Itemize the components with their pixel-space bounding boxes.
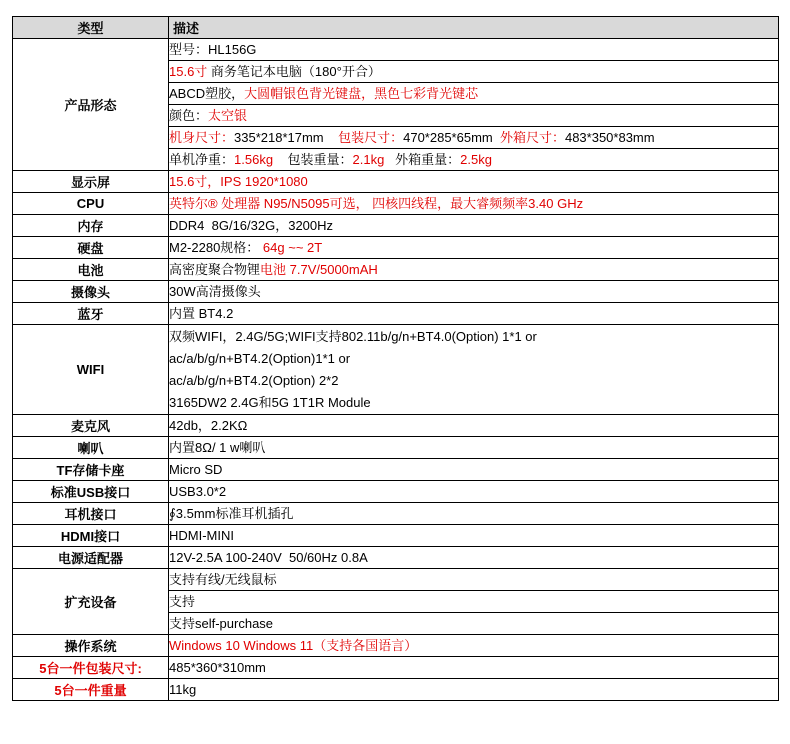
table-row	[13, 635, 779, 657]
header-description: 描述	[169, 17, 779, 39]
row-description	[169, 303, 779, 325]
text-segment: 42db，2.2KΩ	[169, 417, 248, 433]
row-description	[169, 657, 779, 679]
text-segment: 高密度聚合物锂	[169, 261, 261, 277]
table-row	[13, 237, 779, 259]
table-row	[13, 657, 779, 679]
row-description	[169, 281, 779, 303]
row-description	[169, 259, 779, 281]
row-type-label: 扩充设备	[13, 569, 169, 635]
table-row	[13, 679, 779, 701]
text-segment: 包装尺寸：	[338, 129, 404, 145]
row-description	[169, 525, 779, 547]
table-row	[13, 459, 779, 481]
row-description	[169, 325, 779, 415]
text-segment: DDR4 8G/16/32G，3200Hz	[169, 217, 334, 233]
row-description	[169, 149, 779, 171]
text-segment: 470*285*65mm	[403, 129, 500, 145]
header-type: 类型	[13, 17, 169, 39]
table-row	[13, 193, 779, 215]
row-type-label: CPU	[13, 193, 169, 215]
text-segment: ac/a/b/g/n+BT4.2(Option) 2*2	[169, 372, 339, 388]
table-row	[13, 437, 779, 459]
row-description	[169, 105, 779, 127]
row-type-label: 麦克风	[13, 415, 169, 437]
table-row	[13, 481, 779, 503]
row-type-label: 显示屏	[13, 171, 169, 193]
text-segment: USB3.0*2	[169, 483, 227, 499]
text-segment: 双频WIFI，2.4G/5G;WIFI支持802.11b/g/n+BT4.0(Option) 1*1 or	[169, 328, 537, 344]
table-row	[13, 171, 779, 193]
table-row	[13, 525, 779, 547]
row-type-label: 电源适配器	[13, 547, 169, 569]
spec-table	[12, 16, 779, 701]
text-segment: 支持self-purchase	[169, 615, 274, 631]
text-segment: 包装重量：	[273, 151, 353, 167]
text-segment: 机身尺寸：	[169, 129, 235, 145]
row-type-label: 内存	[13, 215, 169, 237]
text-segment: 外箱重量：	[384, 151, 461, 167]
row-description	[169, 481, 779, 503]
row-type-label: 硬盘	[13, 237, 169, 259]
row-description	[169, 193, 779, 215]
row-description	[169, 215, 779, 237]
row-type-label: 5台一件包装尺寸:	[13, 657, 169, 679]
text-segment: M2-2280规格：	[169, 239, 260, 255]
text-segment: 大圆帽银色背光键盘，黑色七彩背光键芯	[244, 85, 479, 101]
row-description	[169, 415, 779, 437]
row-description	[169, 437, 779, 459]
table-row	[13, 215, 779, 237]
table-row	[13, 39, 779, 61]
description-line	[169, 348, 778, 370]
row-description	[169, 61, 779, 83]
text-segment: 15.6寸，IPS 1920*1080	[169, 173, 308, 189]
text-segment: 3165DW2 2.4G和5G 1T1R Module	[169, 394, 371, 410]
row-type-label: 产品形态	[13, 39, 169, 171]
table-row	[13, 415, 779, 437]
table-row	[13, 303, 779, 325]
text-segment: 11kg	[169, 681, 197, 697]
row-type-label: 蓝牙	[13, 303, 169, 325]
text-segment: 30W高清摄像头	[169, 283, 261, 299]
row-type-label: 操作系统	[13, 635, 169, 657]
text-segment: 型号：HL156G	[169, 41, 257, 57]
row-type-label: 电池	[13, 259, 169, 281]
row-description	[169, 569, 779, 591]
row-description	[169, 591, 779, 613]
text-segment: Windows 10 Windows 11（支持各国语言）	[169, 637, 418, 653]
header-row	[13, 17, 779, 39]
text-segment: 335*218*17mm	[234, 129, 339, 145]
row-description	[169, 171, 779, 193]
text-segment: 2.1kg	[352, 151, 385, 167]
text-segment: ac/a/b/g/n+BT4.2(Option)1*1 or	[169, 350, 351, 366]
row-type-label: HDMI接口	[13, 525, 169, 547]
row-type-label: 5台一件重量	[13, 679, 169, 701]
row-description	[169, 635, 779, 657]
text-segment: 颜色：	[169, 107, 209, 123]
text-segment: 1.56kg	[234, 151, 274, 167]
text-segment: 483*350*83mm	[564, 129, 655, 145]
row-type-label: 摄像头	[13, 281, 169, 303]
row-description	[169, 237, 779, 259]
row-type-label: TF存储卡座	[13, 459, 169, 481]
text-segment: 英特尔® 处理器 N95/N5095可选， 四核四线程，最大睿频频率3.40 GHz	[169, 195, 584, 211]
row-description	[169, 679, 779, 701]
text-segment: 电池 7.7V/5000mAH	[260, 261, 378, 277]
description-line	[169, 370, 778, 392]
text-segment: 485*360*310mm	[169, 659, 266, 675]
table-row	[13, 569, 779, 591]
table-row	[13, 281, 779, 303]
text-segment: HDMI-MINI	[169, 527, 234, 543]
row-type-label: 喇叭	[13, 437, 169, 459]
row-description	[169, 39, 779, 61]
text-segment: ABCD塑胶，	[169, 85, 245, 101]
text-segment: 15.6寸	[169, 63, 208, 79]
row-description	[169, 127, 779, 149]
text-segment: 支持有线/无线鼠标	[169, 571, 277, 587]
description-line	[169, 326, 778, 348]
text-segment: Micro SD	[169, 461, 223, 477]
text-segment: 内置8Ω/ 1 w喇叭	[169, 439, 266, 455]
row-description	[169, 459, 779, 481]
text-segment: 2.5kg	[460, 151, 492, 167]
spec-body	[13, 39, 779, 701]
table-row	[13, 325, 779, 415]
text-segment: ∮3.5mm标准耳机插孔	[169, 505, 294, 521]
text-segment: 内置 BT4.2	[169, 305, 234, 321]
text-segment: 单机净重：	[169, 151, 235, 167]
description-line	[169, 392, 778, 414]
row-description	[169, 83, 779, 105]
text-segment: 外箱尺寸：	[499, 129, 565, 145]
table-row	[13, 259, 779, 281]
row-type-label: 耳机接口	[13, 503, 169, 525]
row-type-label: WIFI	[13, 325, 169, 415]
text-segment: 支持	[169, 593, 196, 609]
table-row	[13, 503, 779, 525]
text-segment: 64g ~~ 2T	[259, 239, 323, 255]
row-description	[169, 613, 779, 635]
row-description	[169, 547, 779, 569]
text-segment: 商务笔记本电脑（180°开合）	[207, 63, 381, 79]
text-segment: 12V-2.5A 100-240V 50/60Hz 0.8A	[169, 549, 368, 565]
row-description	[169, 503, 779, 525]
table-row	[13, 547, 779, 569]
row-type-label: 标准USB接口	[13, 481, 169, 503]
text-segment: 太空银	[208, 107, 248, 123]
